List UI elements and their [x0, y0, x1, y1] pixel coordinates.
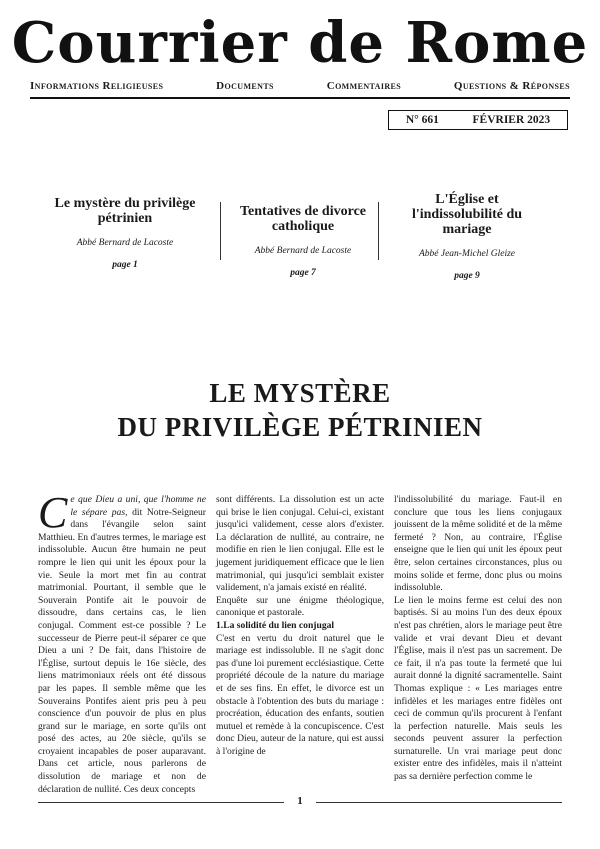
headline-line-2: DU PRIVILÈGE PÉTRINIEN [117, 412, 483, 442]
column-2 [216, 494, 384, 758]
page-number: 1 [297, 795, 303, 807]
opening-quote: e que Dieu a uni, que l'homme ne le sépare pas, [70, 494, 206, 518]
paragraph: C'est en vertu du droit naturel que le mariage est indissoluble. Il ne s'agit donc pas d'une loi purement ecclésiastique. Cette propriété découle de la nature du mariage et de ses fins. En effet, le divorce est un obstacle à l'obtention des buts du mariage : procréation, éducation des enfants, soutien mutuel et remède à la concupiscence. C'est donc Dieu, auteur de la nature, qui est aussi à l'origine de [216, 632, 384, 757]
paragraph: Le lien le moins ferme est celui des non baptisés. Si au moins l'un des deux époux n'est pas chrétien, alors le mariage peut être valide et vrai devant Dieu et devant l'Église, mais il n'est pas un sacrement. De ce fait, il n'a pas toute la fermeté que lui aurait donné la dignité sacramentelle. Saint Thomas explique : « Les mariages entre infidèles et les mariages entre fidèles ont ceci de commun qu'ils procurent à l'enfant la perfection naturelle. Mais seuls les seconds peuvent assurer la perfection surnaturelle. Un vrai mariage peut donc exister entre des infidèles, mais il n'atteint pas sa dernière perfection comme le [394, 594, 562, 783]
column-3 [394, 494, 562, 784]
paragraph: Enquête sur une énigme théologique, canonique et pastorale. [216, 594, 384, 619]
issue-box [388, 110, 568, 130]
paragraph [38, 488, 206, 796]
teaser-title: L'Église et l'indissolubilité du mariage [411, 192, 523, 237]
teaser-title: Tentatives de divorce catholique [240, 204, 366, 234]
article-body [38, 488, 562, 810]
nav-documents[interactable]: Documents [216, 80, 274, 92]
column-1 [38, 488, 206, 796]
masthead-title: Courrier de Rome [11, 10, 589, 76]
paragraph: l'indissolubilité du mariage. Faut-il en conclure que tous les liens conjugaux jouissent de la même solidité et de la même fermeté ? Non, au contraire, l'Église enseigne que le lien qui unit les époux peut être, selon certaines circonstances, plus ou moins solide et ferme, donc plus ou moins indissoluble. [394, 494, 562, 594]
drop-cap: C [38, 488, 68, 537]
section-nav [30, 80, 570, 92]
teaser-divider [378, 202, 379, 260]
teaser-author: Abbé Jean-Michel Gleize [418, 249, 515, 259]
teaser-title: Le mystère du privilège pétrinien [54, 196, 196, 226]
teaser-page: page 7 [290, 268, 316, 278]
teaser-row [30, 192, 570, 296]
teaser-page: page 9 [454, 271, 480, 281]
article-headline [0, 376, 600, 444]
headline-line-1: LE MYSTÈRE [209, 378, 391, 408]
teaser-author: Abbé Bernard de Lacoste [76, 238, 174, 248]
teaser-2[interactable] [228, 204, 378, 278]
paragraph: sont différents. La dissolution est un acte qui brise le lien conjugal. Celui-ci, existant jusqu'ici validement, cesse alors d'exister. La déclaration de nullité, au contraire, ne modifie en rien le lien conjugal. Elle est le jugement juridiquement efficace que le lien matrimonial, qui jusqu'ici semblait exister validement, n'a jamais existé en réalité. [216, 494, 384, 594]
nav-questions-reponses[interactable]: Questions & Réponses [453, 80, 570, 92]
teaser-3[interactable] [392, 192, 542, 281]
issue-date: FÉVRIER 2023 [472, 114, 551, 126]
teaser-author: Abbé Bernard de Lacoste [254, 246, 352, 256]
masthead-rule [30, 97, 570, 99]
section-subhead: 1.La solidité du lien conjugal [216, 619, 335, 631]
teaser-divider [220, 202, 221, 260]
nav-commentaires[interactable]: Commentaires [326, 80, 402, 92]
teaser-1[interactable] [50, 196, 200, 270]
footer-rule-right [316, 802, 562, 803]
issue-number: N° 661 [405, 114, 439, 126]
paragraph-text: dit Notre-Seigneur dans l'évangile selon saint Matthieu. En d'autres termes, le mariage est indissoluble. Aucun être humain ne peut rompre le lien qui unit les époux pour la vie. Seule la mort met fin au contrat matrimonial. Pourtant, il semble que le Souverain Pontife ait le pouvoir de dissoudre, dans certains cas, le lien conjugal. Comment est-ce possible ? Le successeur de Pierre peut-il séparer ce que Dieu a uni ? De fait, dans l'histoire de l'Église, surtout depuis le 16e siècle, des liens matrimoniaux réels ont été dissous par les papes. Il semble même que les Souverains Pontifes aient pris peu à peu conscience d'un pouvoir de plus en plus grand sur le mariage, en sorte qu'ils ont posé des actes, au 20e siècle, qu'ils se croyaient incapables de poser auparavant. Dans cet article, nous parlerons de dissolution de mariage et non de déclaration de nullité. Ces deux concepts [38, 506, 206, 795]
nav-informations-religieuses[interactable]: Informations Religieuses [30, 80, 164, 92]
teaser-page: page 1 [112, 260, 138, 270]
